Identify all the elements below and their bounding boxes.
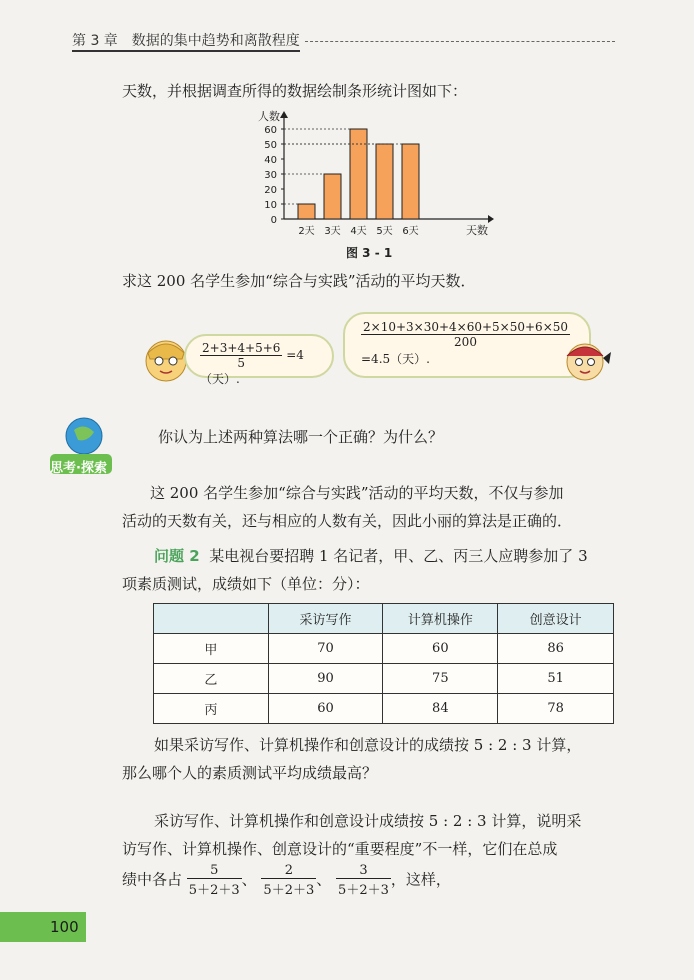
- table-header-cell: 采访写作: [268, 604, 383, 634]
- boy-avatar: [142, 333, 190, 385]
- separator: 、: [316, 870, 332, 889]
- problem-2-label: 问题 2: [154, 547, 200, 565]
- bar: [350, 129, 367, 219]
- x-tick-label: 6天: [402, 226, 419, 237]
- figure-caption: 图 3 - 1: [346, 246, 393, 260]
- y-axis-label: 人数: [258, 110, 280, 123]
- question-2-line-1: 如果采访写作、计算机操作和创意设计的成绩按 5 : 2 : 3 计算，: [154, 736, 582, 754]
- y-tick-label: 50: [264, 140, 277, 151]
- x-tick-label: 4天: [350, 226, 367, 237]
- page-number: 100: [50, 918, 79, 936]
- table-cell: 70: [268, 634, 383, 664]
- weights-prefix: 绩中各占: [122, 870, 183, 889]
- speech-bubble-left: [184, 334, 334, 386]
- fraction-writing-weight: [187, 863, 242, 898]
- y-tick-label: 40: [264, 155, 277, 166]
- speech-bubble-right: [343, 312, 591, 378]
- explanation-line-1: 这 200 名学生参加“综合与实践”活动的平均天数，不仅与参加: [150, 484, 564, 502]
- question-1: 求这 200 名学生参加“综合与实践”活动的平均天数．: [122, 272, 476, 290]
- explanation-line-2: 活动的天数有关，还与相应的人数有关，因此小丽的算法是正确的．: [122, 512, 573, 530]
- weights-suffix: ，这样，: [390, 870, 451, 889]
- x-axis-label: 天数: [466, 224, 488, 237]
- table-cell: 乙: [154, 664, 269, 694]
- y-tick-label: 10: [264, 200, 277, 211]
- table-header-cell: [154, 604, 269, 634]
- question-2-line-2: 那么哪个人的素质测试平均成绩最高？: [122, 764, 378, 782]
- think-explore-label: 思考·探索: [50, 461, 107, 476]
- y-tick-label: 20: [264, 185, 277, 196]
- think-question: 你认为上述两种算法哪一个正确？为什么？: [158, 428, 444, 446]
- bar: [402, 144, 419, 219]
- frac-numerator: 3: [336, 863, 391, 879]
- y-tick-label: 30: [264, 170, 277, 181]
- header-dashed-rule: [305, 41, 615, 42]
- chapter-header: 第 3 章 数据的集中趋势和离散程度: [72, 33, 300, 49]
- table-cell: 78: [498, 694, 614, 724]
- x-tick-label: 3天: [324, 226, 341, 237]
- frac-numerator: 2+3+4+5+6: [202, 341, 281, 355]
- fraction-design-weight: [336, 863, 391, 898]
- problem-2-line-2: 项素质测试，成绩如下（单位：分）：: [122, 575, 370, 593]
- fraction-simple-average: [200, 341, 282, 370]
- table-cell: 84: [383, 694, 498, 724]
- bar: [324, 174, 341, 219]
- header-rule: [72, 50, 300, 52]
- fraction-weighted-average: [361, 320, 570, 349]
- scores-table: [153, 603, 614, 724]
- problem-2-text: 某电视台要招聘 1 名记者，甲、乙、丙三人应聘参加了 3: [209, 547, 588, 565]
- problem-2-line-1: [154, 541, 588, 571]
- girl-avatar: [563, 336, 613, 386]
- frac-numerator: 5: [187, 863, 242, 879]
- table-row: [154, 694, 614, 724]
- weights-line-1: 采访写作、计算机操作和创意设计成绩按 5 : 2 : 3 计算，说明采: [154, 812, 582, 830]
- bar: [298, 204, 315, 219]
- frac-denominator: 200: [454, 335, 477, 349]
- weights-line-2: 访写作、计算机操作、创意设计的“重要程度”不一样，它们在总成: [122, 840, 558, 858]
- frac-denominator: 5＋2＋3: [188, 883, 240, 898]
- y-tick-label: 60: [264, 125, 277, 136]
- frac-denominator: 5＋2＋3: [338, 883, 389, 898]
- weights-line-3: [122, 863, 451, 898]
- table-cell: 丙: [154, 694, 269, 724]
- table-cell: 60: [383, 634, 498, 664]
- table-cell: 60: [268, 694, 383, 724]
- y-axis-arrow: [280, 111, 288, 118]
- result-left: =4（天）.: [200, 348, 304, 386]
- table-header-cell: 计算机操作: [383, 604, 498, 634]
- intro-text: 天数，并根据调查所得的数据绘制条形统计图如下：: [122, 82, 468, 100]
- frac-denominator: 5: [237, 356, 246, 370]
- table-cell: 75: [383, 664, 498, 694]
- bar-chart: [240, 106, 500, 238]
- frac-denominator: 5＋2＋3: [263, 883, 315, 898]
- separator: 、: [241, 870, 257, 889]
- table-cell: 51: [498, 664, 614, 694]
- table-header-row: [154, 604, 614, 634]
- y-tick-label: 0: [270, 215, 277, 226]
- table-cell: 86: [498, 634, 614, 664]
- x-axis-arrow: [488, 215, 494, 223]
- table-cell: 甲: [154, 634, 269, 664]
- table-cell: 90: [268, 664, 383, 694]
- table-header-cell: 创意设计: [498, 604, 614, 634]
- fraction-computer-weight: [261, 863, 316, 898]
- x-tick-label: 2天: [298, 226, 315, 237]
- frac-numerator: 2×10+3×30+4×60+5×50+6×50: [363, 320, 569, 334]
- bar: [376, 144, 393, 219]
- x-tick-label: 5天: [376, 226, 393, 237]
- table-row: [154, 634, 614, 664]
- result-right: =4.5（天）.: [361, 352, 430, 366]
- frac-numerator: 2: [261, 863, 316, 879]
- table-row: [154, 664, 614, 694]
